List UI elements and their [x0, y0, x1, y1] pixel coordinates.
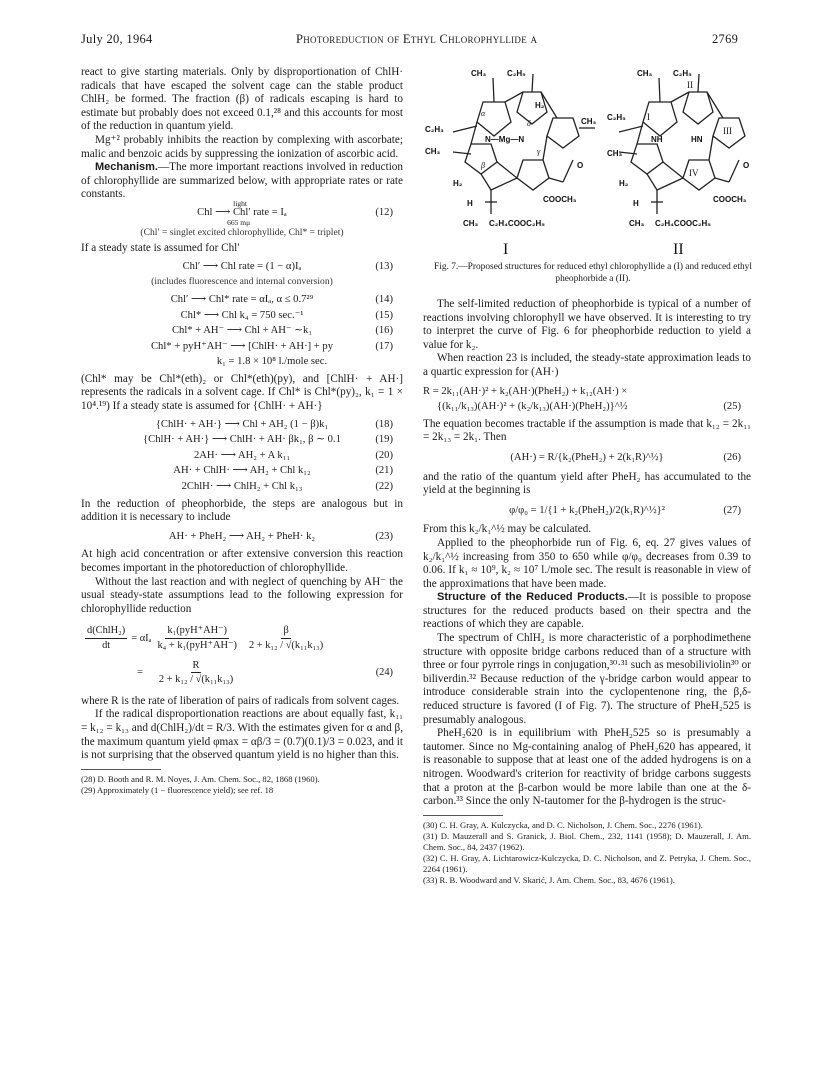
structure-label-II: II [673, 241, 684, 258]
label-hn: HN [691, 135, 703, 144]
label-c2h5: C₂H₅ [507, 69, 526, 78]
equation-20: 2AH· ⟶ AH₂ + A k₁₁ (20) [193, 449, 393, 461]
paragraph: Mg⁺² probably inhibits the reaction by complexing with ascorbate; malic and benzoic acids by suppressing the ionization of ascorbic acid. [81, 133, 403, 160]
paragraph: The self-limited reduction of pheophorbide is typical of a number of reactions involving chlorophyll we have observed. It is interesting to try to interpret the curve of Fig. 6 for pheophorbide reduction to yield a value for k₂. [423, 298, 751, 351]
label-ch3: CH₃ [629, 219, 645, 228]
label-h: H [633, 199, 639, 208]
label-cooch3: COOCH₃ [543, 195, 577, 204]
ring-label-iii: III [723, 126, 732, 136]
equation-13: Chl′ ⟶ Chl rate = (1 − α)Iₐ (13) [182, 260, 393, 272]
label-ch3: CH₃ [581, 117, 597, 126]
equation-25b: {(k₁₁/k₁₃)(AH·)² + (k₂/k₁₃)(AH·)(PheH₂)}^½ (25) [437, 401, 741, 413]
figure-caption: Fig. 7.—Proposed structures for reduced ethyl chlorophyllide a (I) and reduced ethyl pheophorbide a (II). [434, 262, 752, 284]
structure-label-I: I [503, 241, 509, 258]
paragraph: In the reduction of pheophorbide, the steps are analogous but in addition it is necessary to include [81, 497, 403, 524]
paragraph: (Chl* may be Chl*(eth)₂ or Chl*(eth)(py), and [ChlH· + AH·] represents the radicals in a solvent cage. If Chl* is Chl*(py)₂, k₁ = 1 × 10⁴.¹⁹) If a steady state is assumed for {ChlH· + AH·} [81, 372, 403, 413]
figure-7 [423, 64, 763, 260]
paragraph: Applied to the pheophorbide run of Fig. 6, eq. 27 gives values of k₂/k₁^½ increasing from 350 to 650 while φ/φ₀ decreases from 0.39 to 0.06. If k₁ ≈ 10⁹, k₂ ≈ 10⁷ l./mole sec. The result is reasonable in view of the approximations that have been made. [423, 536, 751, 590]
footnote-rule [81, 769, 161, 770]
label-o: O [577, 161, 584, 170]
label-ch3: CH₃ [463, 219, 479, 228]
label-h2: H₂ [535, 101, 545, 110]
label-ch3: CH₃ [637, 69, 653, 78]
equation-25a: R = 2k₁₁(AH·)² + k₂(AH·)(PheH₂) + k₁₂(AH·) × [423, 385, 628, 397]
paragraph: and the ratio of the quantum yield after PheH₂ has accumulated to the yield at the beginning is [423, 470, 751, 497]
equation-24b: = $\frac{R}{\text{2 + k₁₂ / √(k₁₁k₁₃)}}$ (24) [137, 659, 393, 686]
equation-23: AH· + PheH₂ ⟶ AH₂ + PheH· k₂ (23) [168, 530, 393, 542]
header-date: July 20, 1964 [81, 32, 153, 46]
equation-27: φ/φ₀ = 1/{1 + k₂(PheH₂)/2(k₁R)^½}² (27) [509, 504, 741, 516]
paragraph: where R is the rate of liberation of pairs of radicals from solvent cages. [81, 694, 400, 707]
equation-18: {ChlH· + AH·} ⟶ Chl + AH₂ (1 − β)k₁ (18) [155, 418, 393, 430]
label-c2h5: C₂H₅ [607, 113, 626, 122]
label-c2h4: C₂H₄COOC₂H₅ [655, 219, 711, 228]
right-column [423, 298, 751, 886]
footnote-rule [423, 815, 503, 816]
paragraph: If the radical disproportionation reactions are about equally fast, k₁₁ = k₁₂ = k₁₃ and d(ChlH₂)/dt = R/3. With the estimates given for α and β, the maximum quantum yield φmax = αβ/3 = (0.7)(0.1)/3 = 0.023, and it is not surprising that the observed quantum yield is no higher than this. [81, 708, 403, 762]
label-h2: H₂ [619, 179, 629, 188]
section-heading: Structure of the Reduced Products. [437, 591, 628, 604]
equation-22: 2ChlH· ⟶ ChlH₂ + Chl k₁₃ (22) [181, 481, 393, 493]
label-h: H [467, 199, 473, 208]
page-number: 2769 [712, 32, 739, 46]
paragraph: Without the last reaction and with neglect of quenching by AH⁻ the usual steady-state assumptions lead to the following expression for chlorophyllide reduction [81, 575, 403, 615]
paragraph: When reaction 23 is included, the steady-state approximation leads to a quartic expression for (AH·) [423, 352, 751, 378]
eq12-under: 665 mμ [227, 217, 251, 227]
paragraph: The spectrum of ChlH₂ is more characteristic of a porphodimethene structure with opposite bridge carbons reduced than of a structure with three or four pyrrole rings in conjugation,³⁰·³¹ such as mesobiliviolin³⁰ or biliverdin.³² Because reduction of the γ-bridge carbon would appear to introduce considerable strain into the cyclopentenone ring, the β,δ-reduced structure is favored (I of Fig. 7). The structure of PheH₂525 is presumably analogous. [423, 632, 751, 726]
paragraph: PheH₂620 is in equilibrium with PheH₂525 so is presumably a tautomer. Since no Mg-containing analog of PheH₂620 has appeared, it is reasonable to suppose that at least one of the added hydrogens is on a nitrogen. Woodward's criterion for reactivity of bridge carbons suggests that a proton at the β-carbon would be more labile than one at the δ-carbon.³³ Since the only N-tautomer for the β-hydrogen is the struc- [423, 727, 751, 808]
paragraph: At high acid concentration or after extensive conversion this reaction becomes important in the photoreduction of chlorophyllide. [81, 548, 403, 574]
footnote-28: (28) D. Booth and R. M. Noyes, J. Am. Chem. Soc., 82, 1868 (1960). [81, 773, 320, 784]
equation-15: Chl* ⟶ Chl k₄ = 750 sec.⁻¹ (15) [180, 309, 393, 321]
footnote-30: (30) C. H. Gray, A. Kulczycka, and D. C. Nicholson, J. Chem. Soc., 2276 (1961). [423, 819, 703, 830]
label-gamma: γ [537, 147, 541, 156]
label-c2h4: C₂H₄COOC₂H₅ [489, 219, 545, 228]
paragraph: If a steady state is assumed for Chl′ [81, 242, 240, 255]
label-nh: NH [651, 135, 663, 144]
paragraph: From this k₂/k₁^½ may be calculated. [423, 523, 592, 536]
section-heading: Mechanism. [95, 161, 158, 174]
label-c2h5: C₂H₃ [425, 125, 444, 134]
header-title: Photoreduction of Ethyl Chlorophyllide a [296, 32, 538, 46]
equation-14: Chl′ ⟶ Chl* rate = αIₐ, α ≤ 0.7²⁹ (14) [170, 293, 393, 305]
label-beta: β [481, 161, 485, 170]
label-o: O [743, 161, 750, 170]
structure-diagram [423, 64, 763, 260]
equation-21: AH· + ChlH· ⟶ AH₂ + Chl k₁₂ (21) [173, 465, 393, 477]
ring-label-ii: II [687, 80, 693, 90]
footnote-29: (29) Approximately (1 − fluorescence yield); see ref. 18 [81, 784, 274, 795]
equation-24a: $\frac{\text{d(ChlH₂)}}{dt}$ = αIₐ $\frac{\text{k₁(pyH⁺AH⁻)}}{\text{k₄ + k₁(pyH⁺AH⁻)}}$ $\frac{\beta}{\text{2 + k₁₂ / √(k₁₁k₁₃)}}$ [87, 625, 324, 651]
eq13-note: (includes fluorescence and internal conversion) [151, 276, 333, 288]
label-delta: δ [527, 119, 531, 128]
equation-19: {ChlH· + AH·} ⟶ ChlH· + AH· βk₁, β ∼ 0.1 (19) [143, 434, 393, 446]
left-column [81, 66, 403, 796]
eq12-over: light [233, 198, 247, 208]
ring-label-iv: IV [689, 168, 699, 178]
paragraph: The equation becomes tractable if the assumption is made that k₁₂ = 2k₁₁ = 2k₁₃ = 2k₁. Then [423, 417, 751, 444]
eq12-note: (Chl′ = singlet excited chlorophyllide, Chl* = triplet) [140, 226, 344, 238]
label-ch3: CH₃ [471, 69, 487, 78]
label-ch3: CH₃ [607, 149, 623, 158]
equation-17: Chl* + pyH⁺AH⁻ ⟶ [ChlH· + AH·] + py (17) [150, 340, 393, 352]
label-mg: N—Mg—N [485, 135, 525, 144]
footnote-33: (33) R. B. Woodward and V. Skarić, J. Am. Chem. Soc., 83, 4676 (1961). [423, 874, 675, 885]
paragraph: react to give starting materials. Only by disproportionation of ChlH· radicals that have escaped the solvent cage can the stable product ChlH₂ be formed. The fraction (β) of radicals escaping is hard to estimate but probably does not exceed 0.1,²⁸ and this accounts for most of the reduction in quantum yield. [81, 66, 403, 133]
structure-paragraph: Structure of the Reduced Products.—It is possible to propose structures for the reduced products based on their spectra and the reactions of which they are capable. [423, 591, 751, 631]
footnote-31: (31) D. Mauzerall and S. Granick, J. Biol. Chem., 232, 1141 (1958); D. Mauzerall, J. Am. Chem. Soc., 84, 2437 (1962). [423, 830, 751, 852]
equation-26: (AH·) = R/{k₂(PheH₂) + 2(k₁R)^½} (26) [510, 451, 741, 463]
mechanism-paragraph: Mechanism.—The more important reactions involved in reduction of chlorophyllide are summarized below, with appropriate rates or rate constants. [81, 161, 403, 201]
label-alpha: α [481, 109, 486, 118]
label-ch3: CH₃ [425, 147, 441, 156]
label-h2: H₂ [453, 179, 463, 188]
equation-16: Chl* + AH⁻ ⟶ Chl + AH⁻ ∼k₁ (16) [171, 325, 393, 337]
equation-17-rate: k₁ = 1.8 × 10⁸ l./mole sec. [216, 356, 328, 368]
equation-12: light Chl ⟶ Chl′ rate = Iₐ 665 mμ (12) [81, 206, 403, 220]
label-cooch3: COOCH₃ [713, 195, 747, 204]
footnote-32: (32) C. H. Gray, A. Lichtarowicz-Kulczycka, D. C. Nicholson, and Z. Petryka, J. Chem. Soc., 2264 (1961). [423, 852, 751, 874]
ring-label-i: I [647, 112, 650, 122]
label-c2h5: C₂H₅ [673, 69, 692, 78]
